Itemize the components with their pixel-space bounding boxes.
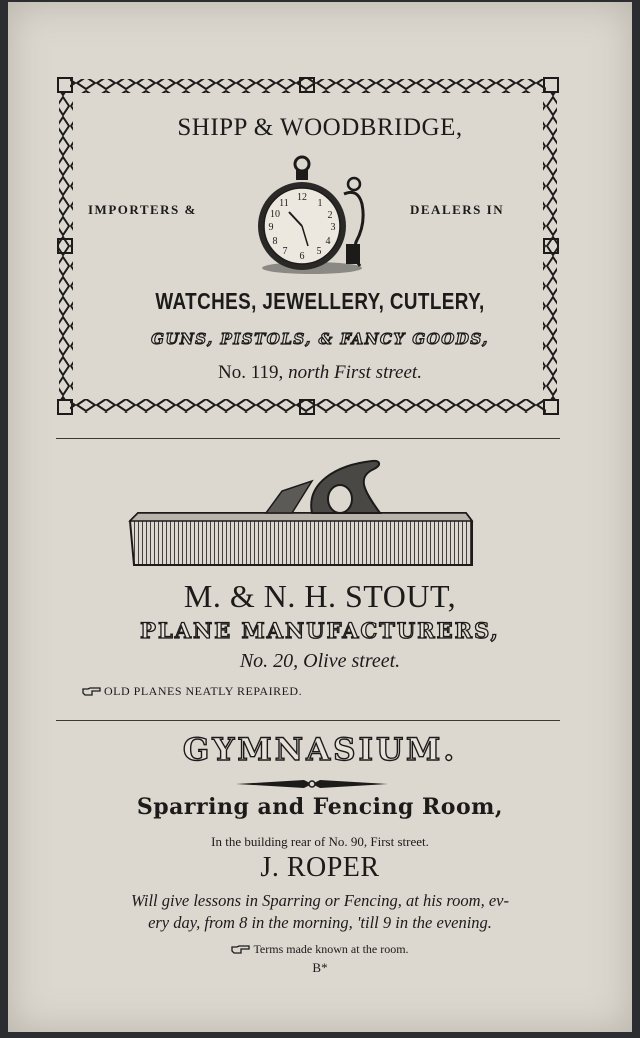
ad3-title: GYMNASIUM.	[182, 732, 458, 768]
ad1-address	[8, 362, 632, 384]
svg-text:4: 4	[325, 236, 331, 247]
woodworking-plane-icon	[126, 457, 476, 573]
ad3-body	[46, 890, 594, 934]
page	[8, 2, 632, 1032]
svg-text:1: 1	[317, 198, 323, 209]
svg-text:7: 7	[282, 246, 288, 257]
ad1-dealers: DEALERS IN	[410, 202, 505, 217]
ad2-note	[82, 684, 302, 699]
ad2-address: No. 20, Olive street.	[239, 650, 401, 672]
ad3-body-line: Will give lessons in Sparring or Fencing, at his room, ev-	[131, 891, 509, 910]
svg-text:11: 11	[279, 198, 289, 209]
signature-mark: B*	[312, 960, 328, 975]
ad1-title: SHIPP & WOODBRIDGE,	[177, 114, 463, 141]
ad2-note-text: OLD PLANES NEATLY REPAIRED.	[104, 684, 303, 698]
ad3-name: J. ROPER	[260, 852, 380, 883]
svg-text:6: 6	[299, 251, 305, 262]
svg-text:9: 9	[268, 222, 274, 233]
ad1-importers: IMPORTERS &	[88, 202, 197, 217]
svg-text:12: 12	[297, 192, 307, 203]
divider	[56, 438, 560, 439]
pointing-hand-icon	[231, 945, 251, 955]
pointing-hand-icon	[82, 687, 102, 697]
ad2-subtitle: PLANE MANUFACTURERS,	[140, 618, 500, 643]
ad1-main-line: WATCHES, JEWELLERY, CUTLERY,	[155, 288, 485, 314]
divider	[56, 720, 560, 721]
ad1-address-street: north First street.	[288, 362, 422, 383]
svg-text:5: 5	[316, 246, 322, 257]
pocket-watch-icon	[254, 154, 370, 278]
svg-text:10: 10	[270, 209, 280, 220]
scroll-ornament-icon	[234, 778, 390, 790]
ad3-body-line: ery day, from 8 in the morning, 'till 9 in the evening.	[148, 913, 492, 932]
ad1-goods-line: GUNS, PISTOLS, & FANCY GOODS,	[151, 330, 489, 348]
svg-text:8: 8	[272, 236, 278, 247]
ad3-location: In the building rear of No. 90, First street.	[211, 834, 429, 849]
svg-text:2: 2	[327, 210, 333, 221]
ad1-address-number: No. 119,	[218, 362, 284, 383]
ad3-note	[8, 942, 632, 957]
ad2-title: M. & N. H. STOUT,	[183, 578, 457, 614]
ad3-subtitle: Sparring and Fencing Room,	[136, 794, 504, 820]
ad3-note-text: Terms made known at the room.	[253, 942, 409, 956]
svg-text:3: 3	[330, 222, 336, 233]
